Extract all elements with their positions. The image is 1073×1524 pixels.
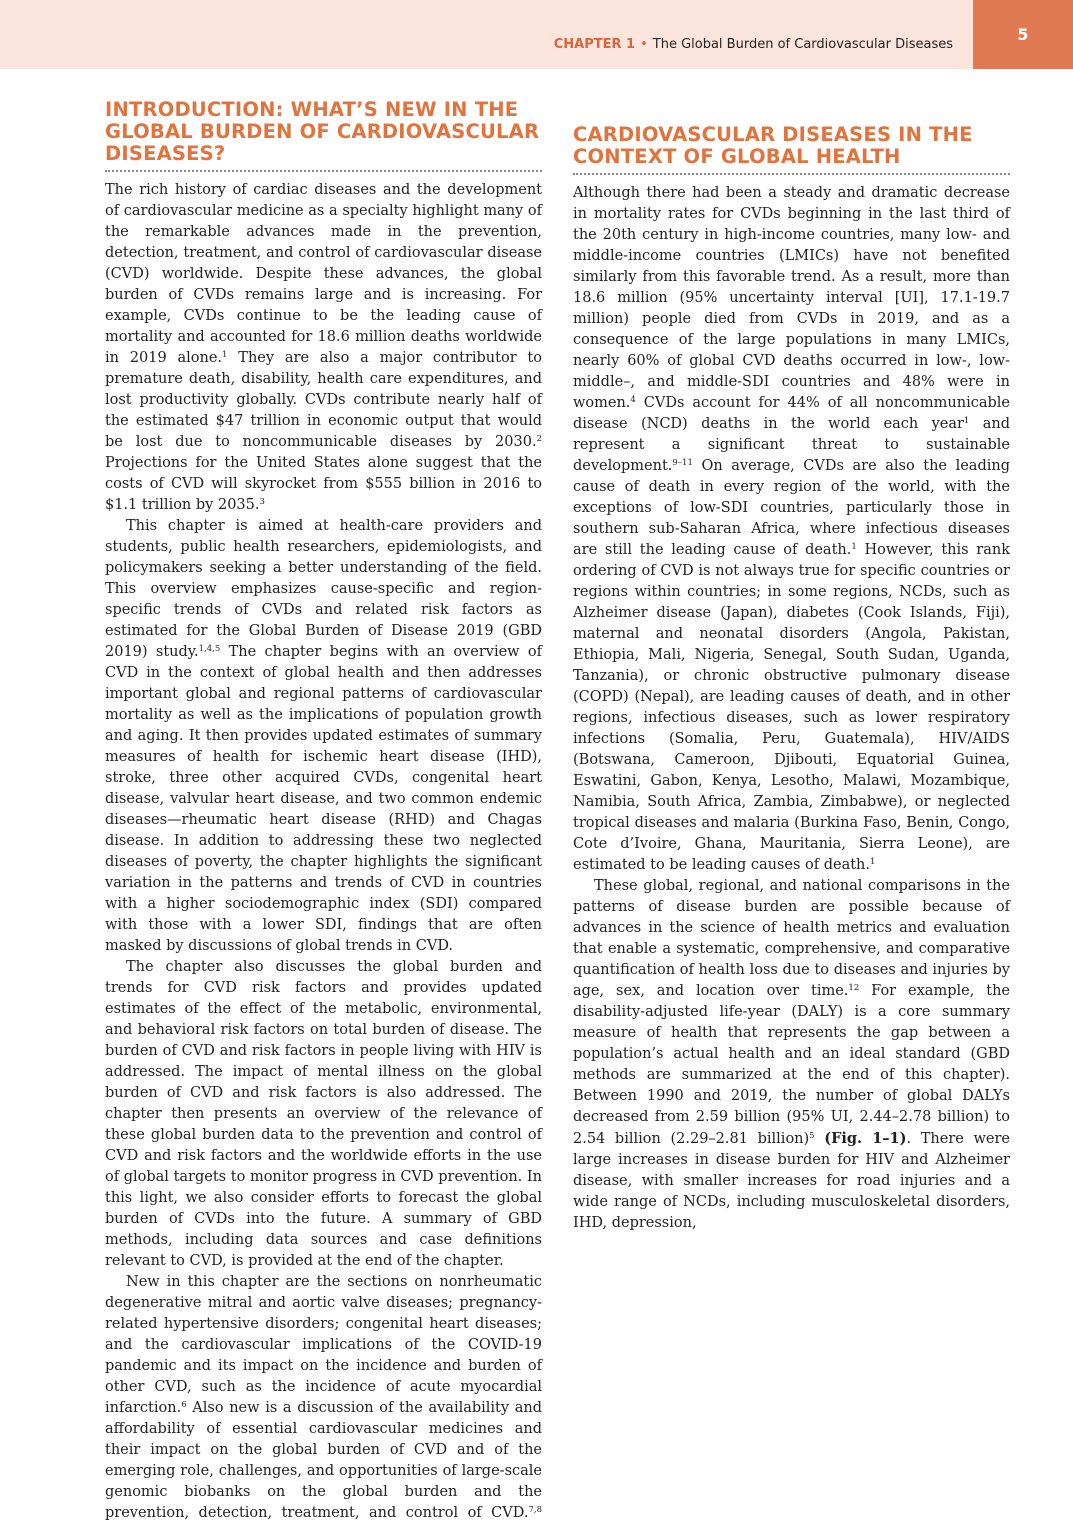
paragraph-intro-4: New in this chapter are the sections on nonrheumatic degenerative mitral and aortic valve diseases; pregnancy-related hypertensive disorders; congenital heart diseases; and the cardiovascular implications of the COVID-19 pandemic and its impact on the incidence and burden of other CVD, such as the incidence of acute myocardial infarction.$^6$ Also new is a discussion of the availability and affordability of essential cardiovascular medicines and their impact on the global burden of CVD and of the emerging role, challenges, and opportunities of large-scale genomic biobanks on the global burden and the prevention, detection, treatment, and control of CVD.$^{7,8}$	[105, 1274, 542, 1521]
chapter-title: The Global Burden of Cardiovascular Diseases	[652, 37, 953, 52]
paragraph-intro-2: This chapter is aimed at health-care providers and students, public health researchers, epidemiologists, and policymakers seeking a better understanding of the field. This overview emphasizes cause-specific and region-specific trends of CVDs and related risk factors as estimated for the Global Burden of Disease 2019 (GBD 2019) study.$^{1,4,5}$ The chapter begins with an overview of CVD in the context of global health and then addresses important global and regional patterns of cardiovascular mortality as well as the implications of population growth and aging. It then provides updated estimates of summary measures of health for ischemic heart disease (IHD), stroke, three other acquired CVDs, congenital heart disease, valvular heart disease, and two common endemic diseases—rheumatic heart disease (RHD) and Chagas disease. In addition to addressing these two neglected diseases of poverty, the chapter highlights the significant variation in the patterns and trends of CVD in countries with a higher sociodemographic index (SDI) compared with those with a lower SDI, findings that are often masked by discussions of global trends in CVD.	[105, 518, 542, 954]
chapter-label: CHAPTER 1	[553, 37, 636, 52]
running-head	[554, 37, 953, 52]
page-number: 5	[973, 0, 1073, 69]
section-heading-global-health: CARDIOVASCULAR DISEASES IN THE CONTEXT OF GLOBAL HEALTH	[573, 124, 1010, 175]
paragraph-global-health-1: Although there had been a steady and dramatic decrease in mortality rates for CVDs beginning in the last third of the 20th century in high-income countries, many low- and middle-income countries (LMICs) have not benefited similarly from this favorable trend. As a result, more than 18.6 million (95% uncertainty interval [UI], 17.1-19.7 million) people died from CVDs in 2019, and as a consequence of the large populations in many LMICs, nearly 60% of global CVD deaths occurred in low-, low-middle–, and middle-SDI countries and 48% were in women.$^4$ CVDs account for 44% of all noncommunicable disease (NCD) deaths in the world each year$^1$ and represent a significant threat to sustainable development.$^{9-11}$ On average, CVDs are also the leading cause of death in every region of the world, with the exceptions of low-SDI countries, particularly those in southern sub-Saharan Africa, where infectious diseases are still the leading cause of death.$^1$ However, this rank ordering of CVD is not always true for specific countries or regions within countries; in some regions, NCDs, such as Alzheimer disease (Japan), diabetes (Cook Islands, Fiji), maternal and neonatal disorders (Angola, Pakistan, Ethiopia, Mali, Nigeria, Senegal, South Sudan, Uganda, Tanzania), or chronic obstructive pulmonary disease (COPD) (Nepal), are leading causes of death, and in other regions, infectious diseases, such as lower respiratory infections (Somalia, Peru, Guatemala), HIV/AIDS (Botswana, Cameroon, Djibouti, Equatorial Guinea, Eswatini, Gabon, Kenya, Lesotho, Malawi, Mozambique, Namibia, South Africa, Zambia, Zimbabwe), or neglected tropical diseases and malaria (Burkina Faso, Benin, Congo, Cote d’Ivoire, Ghana, Mauritania, Sierra Leone), are estimated to be leading causes of death.$^1$	[573, 185, 1010, 873]
running-header-band	[0, 0, 1073, 69]
paragraph-global-health-2: These global, regional, and national comparisons in the patterns of disease burden are possible because of advances in the science of health metrics and evaluation that enable a systematic, comprehensive, and comparative quantification of health loss due to diseases and injuries by age, sex, and location over time.$^{12}$ For example, the disability-adjusted life-year (DALY) is a core summary measure of health that represents the gap between a population’s actual health and an ideal standard (GBD methods are summarized at the end of this chapter). Between 1990 and 2019, the number of global DALYs decreased from 2.59 billion (95% UI, 2.44–2.78 billion) to 2.54 billion (2.29–2.81 billion)$^5$ (Fig. 1–1). There were large increases in disease burden for HIV and Alzheimer disease, with smaller increases for road injuries and a wide range of NCDs, including musculoskeletal disorders, IHD, depression,	[573, 878, 1011, 1231]
paragraph-intro-3: The chapter also discusses the global burden and trends for CVD risk factors and provides updated estimates of the effect of the metabolic, environmental, and behavioral risk factors on total burden of disease. The burden of CVD and risk factors in people living with HIV is addressed. The impact of mental illness on the global burden of CVD and risk factors is also addressed. The chapter then presents an overview of the relevance of these global burden data to the prevention and control of CVD and risk factors and the worldwide efforts in the use of global targets to monitor progress in CVD prevention. In this light, we also consider efforts to forecast the global burden of CVDs into the future. A summary of GBD methods, including data sources and case definitions relevant to CVD, is provided at the end of the chapter.	[105, 959, 542, 1269]
paragraph-intro-1: The rich history of cardiac diseases and the development of cardiovascular medicine as a specialty highlight many of the remarkable advances made in the prevention, detection, treatment, and control of cardiovascular disease (CVD) worldwide. Despite these advances, the global burden of CVDs remains large and is increasing. For example, CVDs continue to be the leading cause of mortality and accounted for 18.6 million deaths worldwide in 2019 alone.$^1$ They are also a major contributor to premature death, disability, health care expenditures, and lost productivity globally. CVDs contribute nearly half of the estimated $47 trillion in economic output that would be lost due to noncommunicable diseases by 2030.$^2$ Projections for the United States alone suggest that the costs of CVD will skyrocket from $555 billion in 2016 to $1.1 trillion by 2035.$^3$	[105, 182, 542, 513]
right-column	[573, 102, 1010, 1234]
figure-reference: (Fig. 1–1)	[824, 1130, 907, 1147]
left-column	[105, 99, 542, 1524]
section-heading-introduction: INTRODUCTION: WHAT’S NEW IN THE GLOBAL BURDEN OF CARDIOVASCULAR DISEASES?	[105, 99, 542, 172]
separator-bullet: •	[640, 37, 648, 52]
